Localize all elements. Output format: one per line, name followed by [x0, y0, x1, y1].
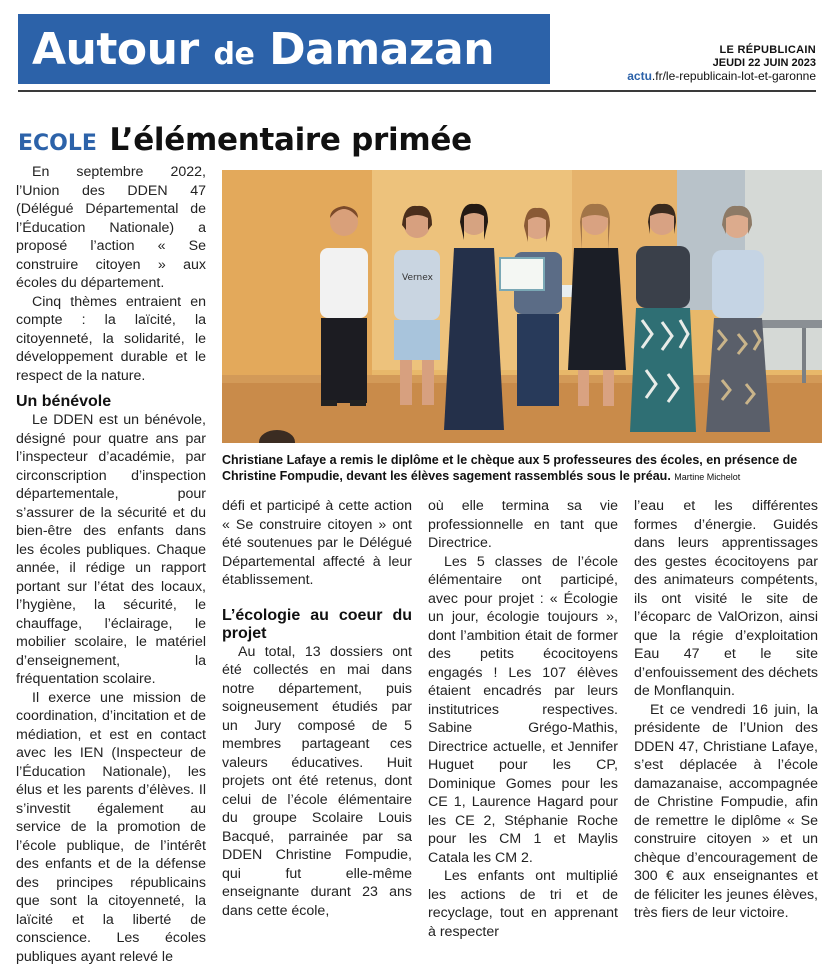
- section-word-1: Autour: [32, 24, 199, 75]
- section-word-2: de: [214, 37, 255, 72]
- section-banner: [18, 14, 550, 84]
- publication-info: [627, 44, 816, 83]
- section-word-3: Damazan: [269, 24, 494, 75]
- paragraph: où elle termina sa vie professionnelle en tant que Directrice.: [428, 497, 618, 553]
- text-column-3: [428, 497, 618, 941]
- url-path: .fr/le-republicain-lot-et-garonne: [652, 69, 816, 83]
- newspaper-name: LE RÉPUBLICAIN: [627, 44, 816, 57]
- paragraph: Le DDEN est un bénévole, désigné pour quatre ans par l’inspecteur d’académie, par circonscription d’inspection départementale, pour s’assurer de la sécurité et du bien-être des enfants dans les écoles publiques. Chaque année, il rédige un rapport portant sur l’état des locaux, l’hygiène, la sécurité, le chauffage, l’éclairage, le mobilier scolaire, le matériel d’enseignement, la fréquentation scolaire.: [16, 411, 206, 689]
- text-column-2: [222, 497, 412, 920]
- paragraph: Les enfants ont multiplié les actions de tri et de recyclage, tout en apprenant à respecter: [428, 867, 618, 941]
- text-column-4: [634, 497, 818, 923]
- paragraph: défi et participé à cette action « Se construire citoyen » ont été soutenues par le Délégué Départemental affecté à leur établissement.: [222, 497, 412, 590]
- paragraph: En septembre 2022, l’Union des DDEN 47 (Délégué Départemental de l’Éducation Nationale) a proposé l’action « Se construire citoyen » aux écoles du département.: [16, 163, 206, 293]
- caption-text: Christiane Lafaye a remis le diplôme et le chèque aux 5 professeures des écoles, en présence de Christine Fompudie, devant les élèves sagement rassemblés sous le préau.: [222, 453, 797, 483]
- shirt-print: Vernex: [402, 273, 434, 283]
- article-photo: [222, 170, 822, 443]
- url-brand: actu: [627, 69, 652, 83]
- paragraph: Les 5 classes de l’école élémentaire ont participé, avec pour projet : « Écologie un jour, écologie toujours », dont l’ambition était de former des petits écocitoyens engagés ! Les 107 élèves étaient encadrés par leurs institutrices respectives. Sabine Grégo-Mathis, Directrice actuelle, et Jennifer Huguet pour les CP, Dominique Gomes pour les CE 1, Laurence Hagard pour les CE 2, Stéphanie Roche pour les CM 1 et Maylis Catala les CM 2.: [428, 553, 618, 868]
- website-url[interactable]: [627, 70, 816, 83]
- paragraph: Cinq thèmes entraient en compte : la laïcité, la citoyenneté, la solidarité, le développement durable et le respect de la nature.: [16, 293, 206, 386]
- photo-credit: Martine Michelot: [674, 472, 740, 482]
- paragraph: Au total, 13 dossiers ont été collectés en mai dans notre département, puis soigneusement étudiés par un Jury composé de 5 membres partageant ces valeurs éducatives. Huit projets ont été retenus, dont celui de l’école élémentaire du groupe Scolaire Louis Bacqué, parrainée par sa DDEN Christine Fompudie, qui fut elle-même enseignante durant 23 ans dans cette école,: [222, 643, 412, 921]
- paragraph: Il exerce une mission de coordination, d’incitation et de médiation, et est en contact avec les IEN (Inspecteur de l’Éducation Nationale), les élus et les parents d’élèves. Il s’investit également au service de la promotion de l’école publique, de l’intérêt des enfants et de la défense des principes républicains que sont la citoyenneté, la laïcité et la liberté de conscience. Les écoles publiques ayant relevé le: [16, 689, 206, 966]
- article-title: L’élémentaire primée: [109, 122, 471, 158]
- article-headline: [18, 122, 472, 158]
- article-kicker: ECOLE: [18, 131, 97, 156]
- paragraph: Et ce vendredi 16 juin, la présidente de l’Union des DDEN 47, Christiane Lafaye, s’est déplacée à l’école damazanaise, accompagnée de Christine Fompudie, afin de remettre le diplôme « Se construire citoyen » et un chèque d’encouragement de 300 € aux enseignantes et de féliciter les jeunes élèves, très fiers de leur victoire.: [634, 701, 818, 923]
- subheading: Un bénévole: [16, 393, 206, 411]
- publication-date: JEUDI 22 JUIN 2023: [627, 57, 816, 70]
- subheading: L’écologie au coeur du projet: [222, 607, 412, 643]
- photo-caption: [222, 452, 822, 485]
- text-column-1: [16, 163, 206, 966]
- paragraph: l’eau et les différentes formes d’énergie. Guidés dans leurs apprentissages des gestes écocitoyens par des animateurs compétents, ils ont visité le site de l’écoparc de ValOrizon, ainsi que la régie d’exploitation Eau 47 et le site d’enfouissement des déchets de Monflanquin.: [634, 497, 818, 701]
- header-rule: [18, 90, 816, 92]
